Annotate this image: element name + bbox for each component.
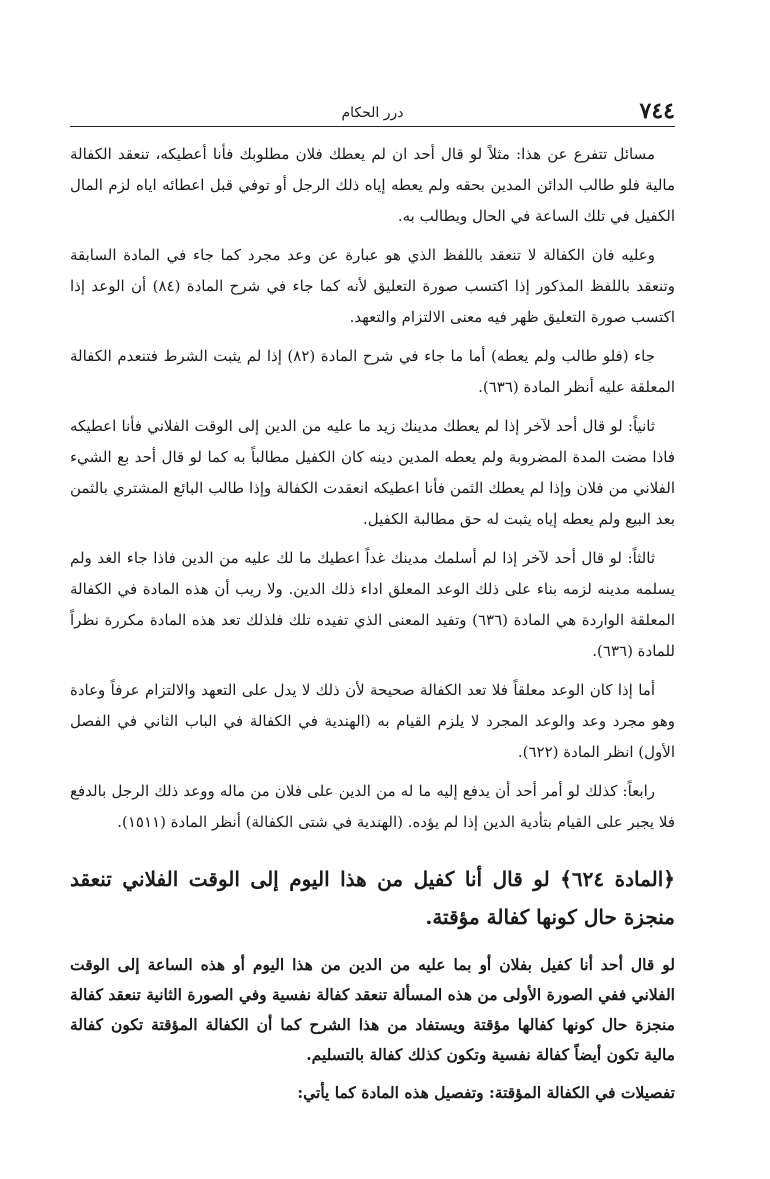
paragraph-examples: مسائل تتفرع عن هذا: مثلاً لو قال أحد ان لم يعطك فلان مطلوبك فأنا أعطيكه، تنعقد الكفالة مالية فلو طالب الدائن المدين بحقه ولم يعطه إياه ذلك الرجل أو توفي قبل اعطائه اياه لزم المال الكفيل في تلك الساعة في الحال ويطالب به. <box>70 145 675 225</box>
article-624: ﴿المادة ٦٢٤﴾ لو قال أنا كفيل من هذا اليوم إلى الوقت الفلاني تنعقد منجزة حال كونها كفالة مؤقتة. <box>70 867 675 929</box>
paragraph-promise: وعليه فان الكفالة لا تنعقد باللفظ الذي هو عبارة عن وعد مجرد كما جاء في المادة السابقة وتنعقد باللفظ المذكور إذا اكتسب صورة التعليق لأنه كما جاء في شرح المادة (٨٤) أن الوعد إذا اكتسب صورة التعليق ظهر فيه معنى الالتزام والتعهد. <box>70 246 676 326</box>
paragraph-mere-promise: أما إذا كان الوعد معلقاً فلا تعد الكفالة صحيحة لأن ذلك لا يدل على التعهد والالتزام عرفاً وعادة وهو مجرد وعد والوعد المجرد لا يلزم القيام به (الهندية في الكفالة في الباب الثاني في الفصل الأول) انظر المادة (٦٢٢). <box>70 681 675 761</box>
paragraph-second: ثانياً: لو قال أحد لآخر إذا لم يعطك مدينك زيد ما عليه من الدين إلى الوقت الفلاني فأنا اعطيكه فاذا مضت المدة المضروبة ولم يعطه المدين دينه كان الكفيل مطالباً به كما لو قال أحد بع الشيء الفلاني من فلان وإذا لم يعطك الثمن فأنا اعطيكه انعقدت الكفالة وإذا طالب البائع المشتري بالثمن بعد البيع ولم يعطه إياه يثبت له حق مطالبة الكفيل. <box>70 417 675 528</box>
paragraph-fourth: رابعاً: كذلك لو أمر أحد أن يدفع إليه ما له من الدين على فلان من ماله ووعد ذلك الرجل بالدفع فلا يجبر على القيام بتأدية الدين إذا لم يؤده. (الهندية في شتى الكفالة) أنظر المادة (١٥١١). <box>70 782 675 831</box>
page-body <box>70 139 675 1108</box>
article-explanation: لو قال أحد أنا كفيل بفلان أو بما عليه من الدين من هذا اليوم أو هذه الساعة إلى الوقت الفلاني ففي الصورة الأولى من هذه المسألة تنعقد كفالة نفسية وفي الصورة الثانية تنعقد كفالة منجزة حال كونها كفالها مؤقتة ويستفاد من هذا الشرح كما أن الكفالة المؤقتة تكون كفالة مالية تكون أيضاً كفالة نفسية وتكون كذلك كفالة بالتسليم. <box>70 955 675 1064</box>
paragraph-condition: جاء (فلو طالب ولم يعطه) أما ما جاء في شرح المادة (٨٢) إذا لم يثبت الشرط فتنعدم الكفالة المعلقة عليه أنظر المادة (٦٣٦). <box>70 347 675 396</box>
details-heading: تفصيلات في الكفالة المؤقتة: وتفصيل هذه المادة كما يأتي: <box>297 1083 675 1102</box>
paragraph-third: ثالثاً: لو قال أحد لآخر إذا لم أسلمك مدينك غداً اعطيك ما لك عليه من الدين فاذا جاء الغد ولم يسلمه مدينه لزمه بناء على ذلك الوعد المعلق اداء ذلك الدين. ولا ريب أن هذه المادة في الكفالة المعلقة الواردة هي المادة (٦٣٦) وتفيد المعنى الذي تفيده تلك فلذلك تعد هذه المادة مكررة نظراً للمادة (٦٣٦). <box>70 549 675 660</box>
running-title: درر الحكام <box>341 105 404 121</box>
page-number: ٧٤٤ <box>639 98 675 124</box>
page <box>70 92 675 1116</box>
page-header <box>70 92 675 127</box>
